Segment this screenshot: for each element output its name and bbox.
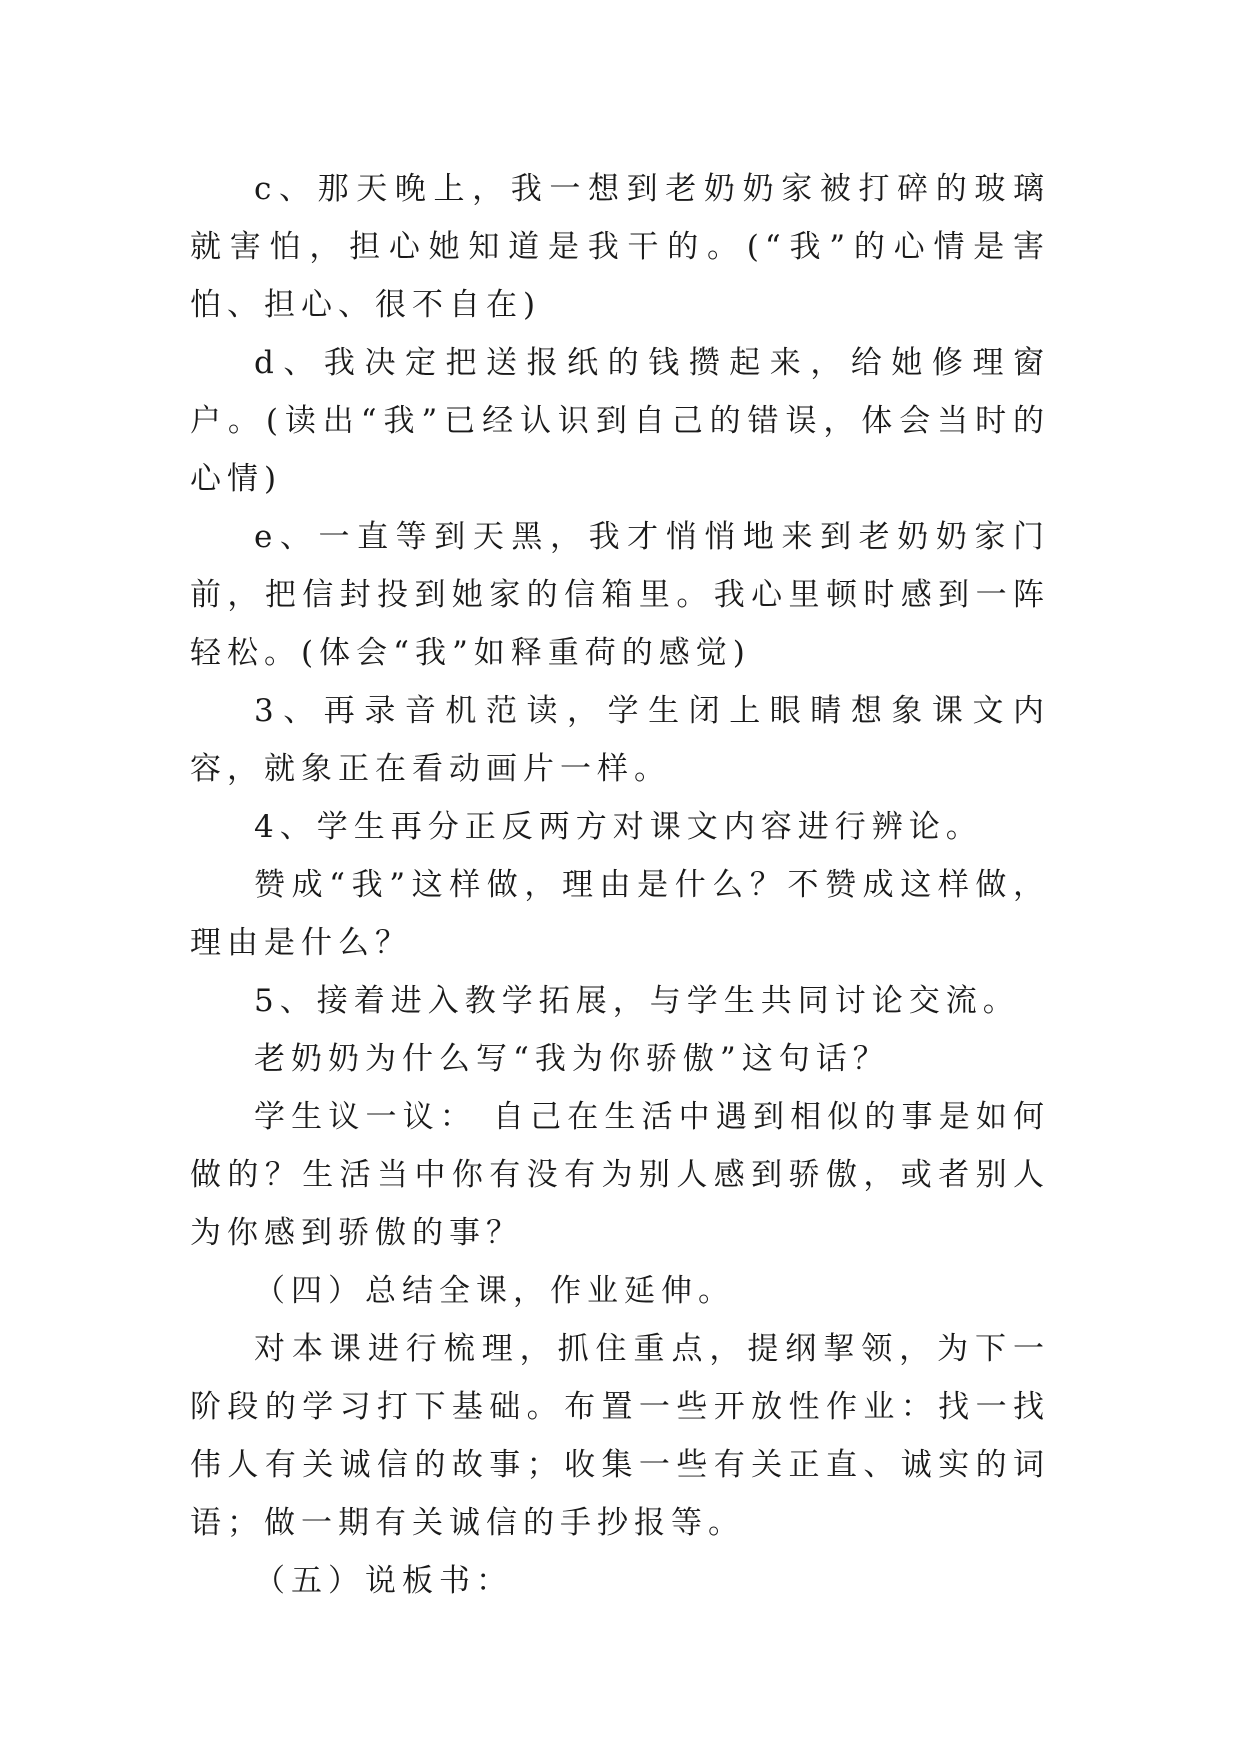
paragraph-grandma-question: 老奶奶为什么写“我为你骄傲”这句话？: [254, 1041, 890, 1077]
paragraph-e: e、一直等到天黑，我才悄悄地来到老奶奶家门前，把信封投到她家的信箱里。我心里顿时感到一阵轻松。(体会“我”如释重荷的感觉): [190, 519, 1050, 671]
paragraph-step-4: 4、学生再分正反两方对课文内容进行辨论。: [254, 809, 983, 845]
paragraph-step-3: 3、再录音机范读，学生闭上眼睛想象课文内容，就象正在看动画片一样。: [190, 693, 1050, 787]
paragraph-debate-question: 赞成“我”这样做，理由是什么？不赞成这样做，理由是什么？: [190, 867, 1050, 961]
section-heading-summary: （四）总结全课，作业延伸。: [254, 1273, 735, 1309]
paragraph-student-discussion: 学生议一议： 自己在生活中遇到相似的事是如何做的？生活当中你有没有为别人感到骄傲，或者别人为你感到骄傲的事？: [190, 1099, 1050, 1251]
document-body: [190, 160, 1050, 1610]
paragraph-step-5: 5、接着进入教学拓展，与学生共同讨论交流。: [254, 983, 1020, 1019]
section-heading-blackboard: （五）说板书：: [254, 1563, 513, 1599]
paragraph-d: d、我决定把送报纸的钱攒起来，给她修理窗户。(读出“我”已经认识到自己的错误，体会当时的心情): [190, 345, 1050, 497]
paragraph-summary: 对本课进行梳理，抓住重点，提纲挈领，为下一阶段的学习打下基础。布置一些开放性作业：找一找伟人有关诚信的故事；收集一些有关正直、诚实的词语；做一期有关诚信的手抄报等。: [190, 1331, 1050, 1541]
paragraph-c: c、那天晚上，我一想到老奶奶家被打碎的玻璃就害怕，担心她知道是我干的。(“我”的心情是害怕、担心、很不自在): [190, 171, 1050, 323]
